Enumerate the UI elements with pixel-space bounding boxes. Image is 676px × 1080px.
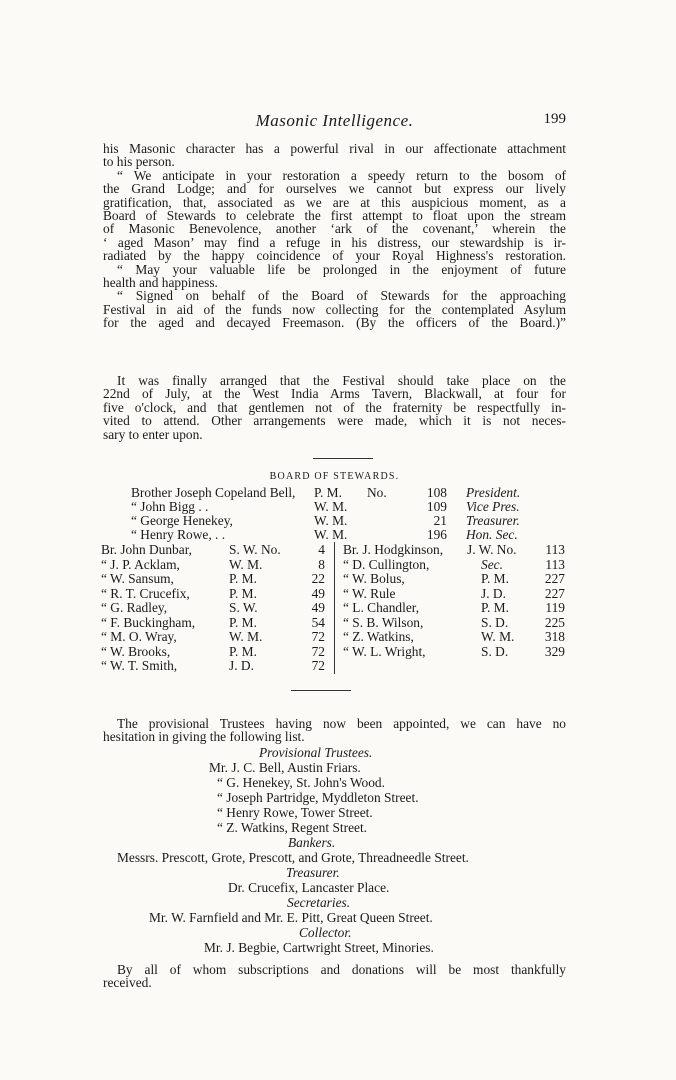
trustees-heading: Provisional Trustees. [259, 745, 373, 760]
steward-row [101, 615, 329, 630]
lodge-number: 113 [545, 542, 565, 557]
officer-rank: W. M. [314, 513, 348, 528]
trustees-intro [103, 717, 566, 744]
lodge-number: 49 [311, 600, 325, 615]
lodge-number: 22 [311, 571, 325, 586]
steward-row [343, 644, 571, 659]
stewards-left-list [101, 542, 329, 673]
divider [313, 458, 373, 459]
address-paragraph [103, 142, 566, 329]
steward-rank: J. D. [481, 585, 506, 601]
steward-row [101, 644, 329, 659]
steward-row [343, 557, 571, 572]
steward-name: “ W. Brooks, [101, 643, 171, 659]
board-heading: BOARD OF STEWARDS. [269, 471, 400, 482]
officer-name: “ Henry Rowe, . . [131, 527, 226, 542]
steward-name: Br. John Dunbar, [101, 542, 192, 557]
steward-row [101, 629, 329, 644]
steward-rank: J. D. [229, 658, 254, 673]
steward-rank: S. D. [481, 643, 509, 659]
officer-office: Treasurer. [466, 513, 520, 528]
text-line: Board of Stewards to celebrate the first attempt to float upon the stream [103, 207, 566, 223]
appointments-list [103, 745, 566, 955]
text-line: the Grand Lodge; and for ourselves we cannot but express our lively [103, 181, 566, 197]
steward-name: “ W. L. Wright, [343, 643, 426, 659]
trustee-entry: Mr. J. C. Bell, Austin Friars. [209, 760, 361, 775]
treasurer-heading: Treasurer. [286, 865, 340, 880]
steward-row [343, 571, 571, 586]
steward-rank: P. M. [229, 614, 257, 630]
steward-row [101, 586, 329, 601]
steward-row [343, 615, 571, 630]
officer-office: Hon. Sec. [466, 527, 518, 542]
closing-paragraph [103, 963, 566, 990]
treasurer-entry: Dr. Crucefix, Lancaster Place. [228, 880, 390, 895]
lodge-number: 72 [311, 629, 325, 644]
lodge-number: 227 [544, 585, 565, 601]
text-line: Festival in aid of the funds now collecting for the contemplated Asylum [103, 301, 566, 317]
steward-rank: P. M. [229, 585, 257, 601]
lodge-number: 72 [311, 643, 325, 659]
steward-row [343, 629, 571, 644]
steward-rank: W. M. [229, 556, 263, 572]
steward-name: “ R. T. Crucefix, [101, 585, 190, 601]
trustee-entry: “ Joseph Partridge, Myddleton Street. [217, 790, 419, 805]
lodge-number: 227 [544, 571, 565, 586]
lodge-number: 21 [433, 513, 447, 528]
steward-name: “ J. P. Acklam, [101, 556, 180, 572]
secretaries-heading: Secretaries. [287, 895, 351, 910]
column-divider [334, 542, 335, 674]
page-header [103, 111, 566, 133]
steward-rank: P. M. [481, 571, 509, 586]
steward-rank: P. M. [481, 600, 509, 615]
trustee-entry: “ Z. Watkins, Regent Street. [217, 820, 368, 835]
running-title: Masonic Intelligence. [255, 111, 414, 130]
officer-rank: W. M. [314, 527, 348, 542]
steward-name: “ W. Rule [343, 585, 396, 601]
text-line: to his person. [103, 154, 175, 170]
lodge-number: 196 [426, 527, 447, 542]
steward-name: “ W. Bolus, [343, 571, 405, 586]
lodge-number: 72 [311, 658, 325, 673]
steward-name: “ G. Radley, [101, 600, 168, 615]
steward-rank: S. W. [229, 600, 258, 615]
text-line: “ We anticipate in your restoration a speedy return to the bosom of [117, 167, 566, 183]
steward-name: “ W. Sansum, [101, 571, 174, 586]
lodge-number: 225 [544, 614, 565, 630]
text-line: radiated by the happy coincidence of your Royal Highness's restoration. [103, 248, 566, 264]
bankers-heading: Bankers. [288, 835, 336, 850]
officer-name: “ John Bigg . . [131, 499, 209, 514]
steward-name: “ Z. Watkins, [343, 629, 414, 644]
text-line: vited to attend. Other arrangements were made, which it is not neces- [103, 413, 566, 429]
steward-row [101, 600, 329, 615]
lodge-number: 113 [545, 556, 565, 572]
text-line: five o'clock, and that gentlemen not of the fraternity be respectfully in- [103, 399, 566, 415]
text-line: It was finally arranged that the Festival should take place on the [117, 373, 566, 388]
steward-rank: W. M. [229, 629, 263, 644]
steward-row [101, 557, 329, 572]
text-line: for the aged and decayed Freemason. (By the officers of the Board.)” [103, 315, 566, 331]
officer-name: Brother Joseph Copeland Bell, [131, 485, 296, 500]
text-line: of Masonic Benevolence, another ‘ark of the covenant,’ wherein the [103, 221, 566, 237]
trustee-entry: “ G. Henekey, St. John's Wood. [217, 775, 385, 790]
text-line: sary to enter upon. [103, 426, 203, 442]
lodge-number: 49 [311, 585, 325, 601]
text-line: his Masonic character has a powerful rival in our affectionate attachment [103, 141, 566, 156]
lodge-number: 4 [318, 542, 325, 557]
divider [291, 690, 351, 691]
lodge-number: 108 [426, 485, 447, 500]
text-line: “ Signed on behalf of the Board of Stewards for the approaching [117, 288, 566, 304]
steward-rank: J. W. No. [467, 542, 517, 557]
lodge-number: 329 [544, 643, 565, 659]
text-line: “ May your valuable life be prolonged in the enjoyment of future [117, 261, 566, 277]
bankers-entry: Messrs. Prescott, Grote, Prescott, and Grote, Threadneedle Street. [117, 850, 469, 865]
text-line: 22nd of July, at the West India Arms Tavern, Blackwall, at four for [103, 386, 566, 402]
steward-row [101, 658, 329, 673]
text-line: health and happiness. [103, 274, 218, 290]
steward-row [343, 586, 571, 601]
steward-row [343, 600, 571, 615]
collector-entry: Mr. J. Begbie, Cartwright Street, Minories. [204, 940, 434, 955]
steward-name: “ F. Buckingham, [101, 614, 196, 630]
officer-office: President. [466, 485, 521, 500]
steward-rank: S. D. [481, 614, 509, 630]
stewards-right-list [343, 542, 571, 658]
steward-row [101, 571, 329, 586]
page-number: 199 [543, 111, 566, 127]
steward-name: “ M. O. Wray, [101, 629, 177, 644]
lodge-no-label: No. [367, 485, 387, 500]
collector-heading: Collector. [299, 925, 352, 940]
steward-rank: Sec. [481, 556, 503, 572]
text-line: gratification, that, associated as we are at this auspicious moment, as a [103, 194, 566, 210]
text-line: By all of whom subscriptions and donations will be most thankfully [117, 962, 566, 977]
lodge-number: 8 [318, 556, 325, 572]
lodge-number: 54 [311, 614, 325, 630]
officer-rank: P. M. [314, 485, 342, 500]
trustee-entry: “ Henry Rowe, Tower Street. [217, 805, 373, 820]
text-line: ‘ aged Mason’ may find a refuge in his distress, our stewardship is ir- [103, 234, 566, 250]
steward-rank: S. W. No. [229, 542, 281, 557]
page [103, 0, 566, 1080]
steward-name: “ S. B. Wilson, [343, 614, 424, 630]
steward-rank: P. M. [229, 571, 257, 586]
festival-paragraph [103, 374, 566, 441]
steward-name: “ L. Chandler, [343, 600, 420, 615]
officer-name: “ George Henekey, [131, 513, 233, 528]
steward-rank: P. M. [229, 643, 257, 659]
lodge-number: 119 [545, 600, 565, 615]
steward-name: “ W. T. Smith, [101, 658, 178, 673]
officer-office: Vice Pres. [466, 499, 520, 514]
secretaries-entry: Mr. W. Farnfield and Mr. E. Pitt, Great Queen Street. [149, 910, 433, 925]
steward-name: “ D. Cullington, [343, 556, 430, 572]
steward-rank: W. M. [481, 629, 515, 644]
text-line: The provisional Trustees having now been appointed, we can have no [117, 716, 566, 731]
officer-rank: W. M. [314, 499, 348, 514]
steward-name: Br. J. Hodgkinson, [343, 542, 444, 557]
steward-row [101, 542, 329, 557]
steward-row [343, 542, 571, 557]
lodge-number: 318 [544, 629, 565, 644]
text-line: received. [103, 975, 152, 991]
lodge-number: 109 [426, 499, 447, 514]
text-line: hesitation in giving the following list. [103, 729, 305, 745]
